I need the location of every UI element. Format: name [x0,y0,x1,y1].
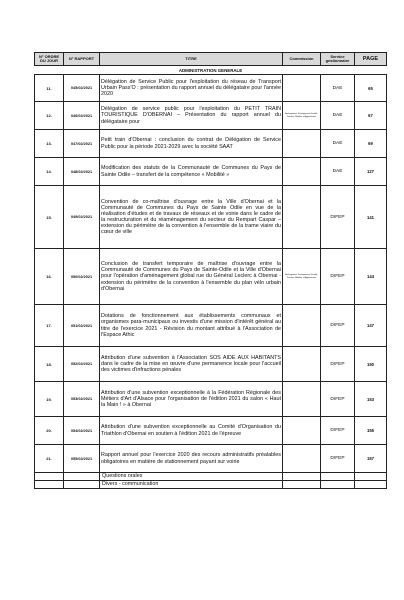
row-rapport: 045/02/2021 [64,75,100,102]
row-title: Délégation de service public pour l'exploitation du PETIT TRAIN TOURISTIQUE D'OBERNAI – Présentation du rapport annuel du délégataire pour [100,102,283,130]
extra-empty [321,473,355,481]
row-page: 155 [355,417,387,445]
row-title: Conclusion de transfert temporaire de maîtrise d'ouvrage entre la Communauté de Communes du Pays de Sainte-Odile et la Ville d'Obernai pour l'opération d'aménagement global rue du Général Leclerc à Obernai - extension du périmètre de la convention à l'ensemble du plan vélo urbain d'Obernai [100,249,283,305]
row-commission [283,347,321,382]
extra-row [35,473,387,481]
row-rapport: 054/02/2021 [64,417,100,445]
extra-label: Divers - communication [100,481,283,489]
row-title: Modification des statuts de la Communauté de Communes du Pays de Sainte Odile – transfert de la compétence « Mobilité » [100,158,283,186]
extra-empty [355,473,387,481]
extra-empty [283,473,321,481]
row-rapport: 053/02/2021 [64,382,100,417]
table-row [35,445,387,473]
row-page: 144 [355,249,387,305]
row-commission: Aménagement, Développement Durable, Tourisme, Mobilités et Agglomération [283,102,321,130]
row-number: 13. [35,130,64,158]
header-commission: Commission [283,53,321,66]
header-rapport: N° RAPPORT [64,53,100,66]
table-row [35,75,387,102]
table-row [35,249,387,305]
row-number: 19. [35,382,64,417]
section-title: ADMINISTRATION GENERALE [35,66,387,75]
row-page: 153 [355,382,387,417]
row-commission [283,305,321,347]
row-service: DIFEP [321,249,355,305]
row-rapport: 048/02/2021 [64,158,100,186]
extra-empty [64,481,100,489]
row-rapport: 049/02/2021 [64,186,100,249]
row-commission: Aménagement, Développement Durable, Tourisme, Mobilités et Agglomération [283,249,321,305]
row-title: Dotations de fonctionnement aux établissements communaux et organismes para-municipaux ou investis d'une mission d'intérêt général au titre de l'exercice 2021 - Révision du montant attribué à l'Association de l'Espace Athic [100,305,283,347]
row-number: 16. [35,249,64,305]
row-rapport: 055/02/2021 [64,445,100,473]
extra-empty [283,481,321,489]
row-service: DAE [321,158,355,186]
extra-empty [355,481,387,489]
row-number: 20. [35,417,64,445]
header-page: PAGE [355,53,387,66]
extra-empty [35,473,64,481]
row-rapport: 050/02/2021 [64,249,100,305]
row-commission [283,445,321,473]
row-title: Attribution d'une subvention exceptionnelle au Comité d'Organisation du Triathlon d'Obernai en soutien à l'édition 2021 de l'épreuve [100,417,283,445]
row-commission [283,186,321,249]
table-row [35,158,387,186]
row-service: DIFEP [321,445,355,473]
row-rapport: 051/02/2021 [64,305,100,347]
extra-empty [321,481,355,489]
row-commission [283,158,321,186]
extra-row [35,481,387,489]
row-page: 141 [355,186,387,249]
extra-empty [64,473,100,481]
table-row [35,347,387,382]
row-service: DIFEP [321,417,355,445]
row-service: DAE [321,130,355,158]
row-page: 150 [355,347,387,382]
row-service: DAE [321,75,355,102]
row-number: 15. [35,186,64,249]
row-service: DIFEP [321,186,355,249]
table-row [35,382,387,417]
row-number: 21. [35,445,64,473]
row-title: Attribution d'une subvention à l'Association SOS AIDE AUX HABITANTS dans le cadre de la mise en œuvre d'une permanence locale pour l'accueil des victimes d'infractions pénales [100,347,283,382]
row-number: 12. [35,102,64,130]
row-rapport: 046/02/2021 [64,102,100,130]
table-row [35,186,387,249]
row-page: 147 [355,305,387,347]
table-row [35,130,387,158]
row-page: 69 [355,130,387,158]
extra-label: Questions orales [100,473,283,481]
row-page: 65 [355,75,387,102]
agenda-table [34,52,387,489]
row-commission [283,382,321,417]
row-service: DIFEP [321,382,355,417]
row-title: Convention de co-maîtrise d'ouvrage entre la Ville d'Obernai et la Communauté de Communes du Pays de Sainte Odile en vue de la réalisation d'études et de travaux de réseaux et de voirie dans le cadre de la restructuration et du réaménagement du secteur du Rempart Caspar – extension du périmètre de la convention à l'ensemble de la trame viaire du cœur de ville [100,186,283,249]
section-row [35,66,387,75]
row-rapport: 047/02/2021 [64,130,100,158]
row-service: DAE [321,102,355,130]
row-number: 11. [35,75,64,102]
table-row [35,102,387,130]
row-commission [283,417,321,445]
row-commission [283,75,321,102]
row-page: 67 [355,102,387,130]
row-title: Petit train d'Obernai : conclusion du contrat de Délégation de Service Public pour la période 2021-2029 avec la société SAAT [100,130,283,158]
row-title: Délégation de Service Public pour l'exploitation du réseau de Transport Urbain Pass'O : présentation du rapport annuel du délégataire pour l'année 2020 [100,75,283,102]
row-number: 18. [35,347,64,382]
row-page: 157 [355,445,387,473]
row-number: 14. [35,158,64,186]
row-rapport: 052/02/2021 [64,347,100,382]
table-row [35,417,387,445]
row-service: DIFEP [321,347,355,382]
row-page: 127 [355,158,387,186]
header-service: Service gestionnaire [321,53,355,66]
row-service: DIFEP [321,305,355,347]
row-number: 17. [35,305,64,347]
table-header-row [35,53,387,66]
row-title: Rapport annuel pour l'exercice 2020 des recours administratifs préalables obligatoires en matière de stationnement payant sur voirie [100,445,283,473]
header-titre: TITRE [100,53,283,66]
row-title: Attribution d'une subvention exceptionnelle à la Fédération Régionale des Métiers d'Art d'Alsace pour l'organisation de l'édition 2021 du salon « Haut la Main ! » à Obernai [100,382,283,417]
extra-empty [35,481,64,489]
header-ordre: N° ORDRE DU JOUR [35,53,64,66]
row-commission [283,130,321,158]
table-row [35,305,387,347]
